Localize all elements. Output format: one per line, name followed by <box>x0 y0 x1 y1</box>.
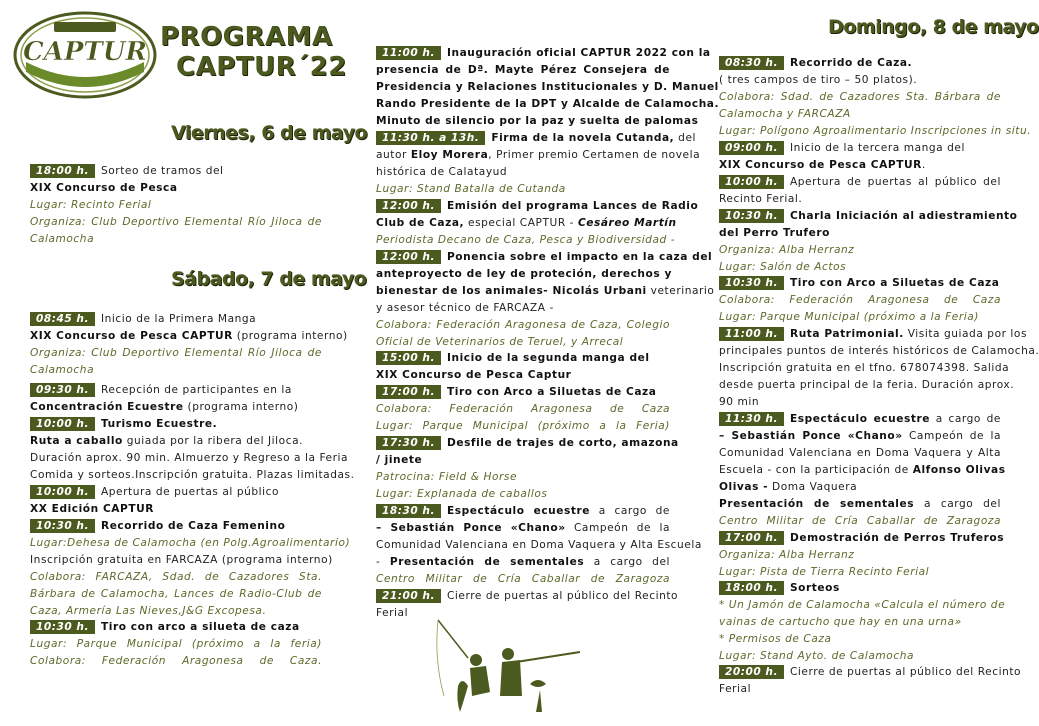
schedule-text: Club de Caza, <box>376 217 465 229</box>
schedule-text: * Un Jamón de Calamocha «Calcula el número de <box>719 599 1006 611</box>
schedule-line <box>719 124 1032 138</box>
schedule-text: Firma de la novela Cutanda, <box>491 132 675 144</box>
schedule-text: y asesor técnico de FARCAZA - <box>376 302 554 314</box>
schedule-line <box>376 368 670 382</box>
schedule-line <box>376 80 719 94</box>
schedule-line <box>376 233 676 247</box>
schedule-text: . <box>921 159 926 171</box>
schedule-line <box>30 363 322 377</box>
schedule-text: Lugar: Pista de Tierra Recinto Ferial <box>719 566 930 578</box>
time-badge: 11:30 h. <box>719 412 784 426</box>
schedule-text: - <box>376 556 390 568</box>
schedule-line <box>719 395 1001 409</box>
schedule-text: * Permisos de Caza <box>719 633 832 645</box>
schedule-text: vainas de cartucho que hay en una urna» <box>719 616 962 628</box>
time-badge: 08:30 h. <box>719 56 784 70</box>
schedule-text: anteproyecto de ley de proteción, derechos y <box>376 268 672 280</box>
schedule-text: Campeón de la <box>902 430 1001 442</box>
schedule-text: Calamocha <box>30 233 95 245</box>
schedule-line <box>376 385 670 399</box>
program-title <box>160 22 347 82</box>
schedule-line <box>30 232 322 246</box>
day-heading-saturday: Sábado, 7 de mayo <box>171 268 367 290</box>
schedule-line <box>376 63 670 77</box>
schedule-line <box>30 519 322 533</box>
schedule-text: 90 min <box>719 396 760 408</box>
schedule-text: Colabora: Federación Aragonesa de Caza. <box>30 655 322 667</box>
schedule-line <box>376 165 670 179</box>
schedule-line <box>719 107 1001 121</box>
schedule-text: Lugar:Dehesa de Calamocha (en Polg.Agroalimentario) <box>30 537 351 549</box>
schedule-text: Recinto Ferial. <box>719 193 803 205</box>
schedule-line <box>376 148 701 162</box>
schedule-line <box>376 538 702 552</box>
schedule-text: Ruta Patrimonial. <box>789 328 904 340</box>
schedule-line <box>376 284 715 298</box>
schedule-text: XIX Concurso de Pesca <box>30 182 178 194</box>
schedule-text: XIX Concurso de Pesca CAPTUR <box>719 159 922 171</box>
schedule-line <box>30 570 322 584</box>
schedule-line <box>30 215 322 229</box>
time-badge: 08:45 h. <box>30 312 95 326</box>
schedule-text: Tiro con arco a silueta de caza <box>100 621 300 633</box>
schedule-text: Caza, Armería Las Nieves,J&G Excopesa. <box>30 605 267 617</box>
schedule-line <box>719 293 1001 307</box>
schedule-line <box>30 604 322 618</box>
schedule-text: Calamocha y FARCAZA <box>719 108 851 120</box>
schedule-line <box>376 182 670 196</box>
schedule-text: Bárbara de Calamocha, Lances de Radio-Club de <box>30 588 322 600</box>
program-title-line2: CAPTUR´22 <box>176 52 347 82</box>
schedule-line <box>719 56 1001 70</box>
schedule-text: Visita guiada por los <box>903 328 1028 340</box>
schedule-line <box>719 276 1001 290</box>
schedule-line <box>376 216 677 230</box>
schedule-text: / jinete <box>376 454 423 466</box>
schedule-line <box>719 226 1001 240</box>
schedule-line <box>719 497 1001 511</box>
schedule-line <box>376 351 670 365</box>
schedule-text: Oficial de Veterinarios de Teruel, y Arrecal <box>376 336 624 348</box>
schedule-line <box>376 504 670 518</box>
schedule-text: Organiza: Alba Herranz <box>719 549 855 561</box>
schedule-text: Inicio de la segunda manga del <box>446 352 650 364</box>
schedule-line <box>30 553 333 567</box>
schedule-text: Rando Presidente de la DPT y Alcalde de Calamocha. <box>376 98 720 110</box>
schedule-line <box>376 46 711 60</box>
time-badge: 12:00 h. <box>376 199 441 213</box>
schedule-line <box>719 446 1001 460</box>
schedule-text: Cesáreo Martín <box>577 217 677 229</box>
schedule-line <box>376 436 679 450</box>
schedule-line <box>719 175 1001 189</box>
schedule-text: a cargo de <box>590 505 671 517</box>
schedule-text: Duración aprox. 90 min. Almuerzo y Regreso a la Feria <box>30 452 349 464</box>
schedule-line <box>719 73 1001 87</box>
time-badge: 10:00 h. <box>30 485 95 499</box>
schedule-line <box>719 344 1039 358</box>
schedule-line <box>719 412 1001 426</box>
schedule-line <box>30 417 322 431</box>
time-badge: 11:30 h. a 13h. <box>376 131 485 145</box>
schedule-text: Periodista Decano de Caza, Pesca y Biodiversidad - <box>376 234 676 246</box>
logo-brand: CAPTUR <box>22 37 148 67</box>
time-badge: 10:30 h. <box>719 276 784 290</box>
time-badge: 11:00 h. <box>376 46 441 60</box>
schedule-text: Inscripción gratuita en FARCAZA (programa interno) <box>30 554 333 566</box>
schedule-line <box>719 531 1005 545</box>
schedule-line <box>30 587 322 601</box>
hunter-fisher-illustration <box>430 600 590 720</box>
time-badge: 10:30 h. <box>719 209 784 223</box>
schedule-line <box>719 649 1001 663</box>
schedule-line <box>719 665 1022 679</box>
schedule-line <box>719 632 1001 646</box>
schedule-text: guiada por la ribera del Jiloca. <box>122 435 304 447</box>
schedule-text: Lugar: Polígono Agroalimentario Inscripciones in situ. <box>719 125 1032 137</box>
schedule-text: XX Edición CAPTUR <box>30 503 154 515</box>
schedule-text: Lugar: Recinto Ferial <box>30 199 152 211</box>
schedule-text: Escuela - con la participación de <box>719 464 913 476</box>
schedule-text: Lugar: Salón de Actos <box>719 261 847 273</box>
schedule-line <box>30 346 322 360</box>
schedule-text: desde puerta principal de la feria. Duración aprox. <box>719 379 1015 391</box>
time-badge: 18:00 h. <box>30 164 95 178</box>
time-badge: 18:00 h. <box>719 581 784 595</box>
schedule-text: Lugar: Stand Batalla de Cutanda <box>376 183 566 195</box>
schedule-text: Colabora: Sdad. de Cazadores Sta. Bárbara de <box>719 91 1001 103</box>
schedule-text: Ferial <box>376 607 409 619</box>
schedule-text: XIX Concurso de Pesca CAPTUR <box>30 330 233 342</box>
schedule-text: – Sebastián Ponce «Chano» <box>376 522 566 534</box>
schedule-line <box>719 598 1006 612</box>
time-badge: 11:00 h. <box>719 327 784 341</box>
schedule-line <box>719 615 1001 629</box>
schedule-text: Ponencia sobre el impacto en la caza del <box>446 251 713 263</box>
schedule-text: Sorteo de tramos del <box>100 165 224 177</box>
schedule-line <box>30 434 322 448</box>
schedule-text: Lugar: Parque Municipal (próximo a la Feria) <box>376 420 670 432</box>
schedule-text: Alfonso Olivas <box>912 464 1006 476</box>
schedule-line <box>719 260 1001 274</box>
schedule-line <box>376 555 670 569</box>
time-badge: 21:00 h. <box>376 589 441 603</box>
schedule-line <box>376 114 699 128</box>
schedule-line <box>30 181 322 195</box>
schedule-text: a cargo del <box>914 498 1001 510</box>
schedule-text: Recepción de participantes en la <box>100 384 292 396</box>
schedule-text: presencia de Dª. Mayte Pérez Consejera de <box>376 64 670 76</box>
schedule-line <box>376 318 670 332</box>
schedule-line <box>30 536 351 550</box>
schedule-line <box>719 480 1001 494</box>
schedule-line <box>30 383 322 397</box>
schedule-text: Cierre de puertas al público del Recinto <box>789 666 1022 678</box>
schedule-text: Recorrido de Caza. <box>789 57 913 69</box>
schedule-text: Organiza: Club Deportivo Elemental Río Jiloca de <box>30 216 322 228</box>
schedule-text: especial CAPTUR - <box>464 217 578 229</box>
schedule-text: Presentación de sementales <box>389 556 585 568</box>
schedule-line <box>376 335 670 349</box>
time-badge: 10:30 h. <box>30 519 95 533</box>
schedule-text: bienestar de los animales- Nicolás Urbani <box>376 285 647 297</box>
time-badge: 12:00 h. <box>376 250 441 264</box>
schedule-text: Colabora: Federación Aragonesa de Caza <box>376 403 670 415</box>
schedule-text: XIX Concurso de Pesca Captur <box>376 369 572 381</box>
schedule-text: (programa interno) <box>232 330 348 342</box>
schedule-line <box>30 654 322 668</box>
schedule-line <box>30 329 348 343</box>
schedule-line <box>719 548 1001 562</box>
captur-logo <box>12 10 158 104</box>
time-badge: 17:30 h. <box>376 436 441 450</box>
schedule-line <box>30 451 349 465</box>
time-badge: 17:00 h. <box>376 385 441 399</box>
schedule-text: Desfile de trajes de corto, amazona <box>446 437 679 449</box>
schedule-line <box>376 470 670 484</box>
schedule-text: Comunidad Valenciana en Doma Vaquera y Alta <box>719 447 1001 459</box>
schedule-text: Presidencia y Relaciones Institucionales y D. Manuel <box>376 81 719 93</box>
schedule-text: Cierre de puertas al público del Recinto <box>446 590 679 602</box>
schedule-line <box>30 164 322 178</box>
schedule-text: autor <box>376 149 411 161</box>
schedule-text: Espectáculo ecuestre <box>789 413 930 425</box>
schedule-text: Tiro con Arco a Siluetas de Caza <box>446 386 657 398</box>
schedule-line <box>719 141 1001 155</box>
program-title-line1: PROGRAMA <box>160 22 333 52</box>
schedule-line <box>30 485 322 499</box>
schedule-text: Inscripción gratuita en el tfno. 678074398. Salida <box>719 362 1010 374</box>
schedule-line <box>719 243 1001 257</box>
schedule-line <box>719 158 1001 172</box>
schedule-text: Apertura de puertas al público <box>100 486 280 498</box>
schedule-line <box>719 209 1018 223</box>
time-badge: 09:00 h. <box>719 141 784 155</box>
schedule-line <box>719 463 1006 477</box>
schedule-text: a cargo del <box>584 556 671 568</box>
schedule-text: Concentración Ecuestre <box>30 401 184 413</box>
schedule-text: Demostración de Perros Truferos <box>789 532 1005 544</box>
schedule-text: Comida y sorteos.Inscripción gratuita. Plazas limitadas. <box>30 469 355 481</box>
schedule-line <box>30 637 322 651</box>
time-badge: 10:00 h. <box>30 417 95 431</box>
day-heading-friday: Viernes, 6 de mayo <box>171 122 368 144</box>
schedule-line <box>30 502 322 516</box>
time-badge: 10:00 h. <box>719 175 784 189</box>
schedule-text: Inauguración oficial CAPTUR 2022 con la <box>446 47 711 59</box>
schedule-line <box>376 97 720 111</box>
schedule-line <box>30 198 322 212</box>
schedule-text: a cargo de <box>930 413 1002 425</box>
schedule-text: Centro Militar de Cría Caballar de Zaragoza <box>376 573 670 585</box>
time-badge: 09:30 h. <box>30 383 95 397</box>
schedule-text: Colabora: Federación Aragonesa de Caza <box>719 294 1001 306</box>
schedule-text: histórica de Calatayud <box>376 166 508 178</box>
schedule-line <box>376 419 670 433</box>
schedule-text: Comunidad Valenciana en Doma Vaquera y Alta Escuela <box>376 539 702 551</box>
schedule-text: Emisión del programa Lances de Radio <box>446 200 699 212</box>
time-badge: 20:00 h. <box>719 665 784 679</box>
time-badge: 10:30 h. <box>30 620 95 634</box>
schedule-text: Ruta a caballo <box>30 435 123 447</box>
schedule-text: Sorteos <box>789 582 840 594</box>
schedule-text: Presentación de sementales <box>719 498 915 510</box>
schedule-text: principales puntos de interés históricos de Calamocha. <box>719 345 1039 357</box>
schedule-line <box>376 199 699 213</box>
schedule-line <box>30 620 322 634</box>
schedule-line <box>30 312 322 326</box>
schedule-text: Doma Vaquera <box>768 481 858 493</box>
time-badge: 18:30 h. <box>376 504 441 518</box>
schedule-text: Organiza: Alba Herranz <box>719 244 855 256</box>
schedule-text: Recorrido de Caza Femenino <box>100 520 286 532</box>
schedule-text: Patrocina: Field & Horse <box>376 471 518 483</box>
schedule-text: veterinario <box>646 285 715 297</box>
schedule-line <box>719 682 1001 696</box>
schedule-text: – Sebastián Ponce «Chano» <box>719 430 903 442</box>
schedule-line <box>719 310 1001 324</box>
schedule-line <box>376 131 697 145</box>
schedule-line <box>719 90 1001 104</box>
schedule-line <box>376 487 670 501</box>
schedule-text: Tiro con Arco a Siluetas de Caza <box>789 277 1000 289</box>
schedule-line <box>719 581 1001 595</box>
schedule-text: Lugar: Parque Municipal (próximo a la Feria) <box>719 311 979 323</box>
schedule-line <box>30 468 355 482</box>
day-heading-sunday: Domingo, 8 de mayo <box>828 16 1039 38</box>
schedule-text: Espectáculo ecuestre <box>446 505 590 517</box>
schedule-text: Calamocha <box>30 364 95 376</box>
time-badge: 15:00 h. <box>376 351 441 365</box>
schedule-text: Ferial <box>719 683 752 695</box>
schedule-line <box>719 514 1001 528</box>
schedule-text: Lugar: Stand Ayto. de Calamocha <box>719 650 915 662</box>
schedule-text: del <box>674 132 697 144</box>
schedule-text: Organiza: Club Deportivo Elemental Río Jiloca de <box>30 347 322 359</box>
schedule-line <box>30 400 322 414</box>
schedule-text: Eloy Morera <box>410 149 489 161</box>
schedule-text: Colabora: Federación Aragonesa de Caza, Colegio <box>376 319 670 331</box>
schedule-line <box>376 572 670 586</box>
schedule-text: Lugar: Explanada de caballos <box>376 488 548 500</box>
schedule-line <box>719 429 1001 443</box>
schedule-line <box>719 192 1001 206</box>
schedule-text: del Perro Trufero <box>719 227 830 239</box>
schedule-line <box>719 361 1010 375</box>
schedule-line <box>719 327 1028 341</box>
schedule-text: Olivas - <box>719 481 769 493</box>
schedule-text: Inicio de la tercera manga del <box>789 142 965 154</box>
schedule-line <box>376 267 670 281</box>
schedule-line <box>719 378 1015 392</box>
schedule-line <box>376 521 670 535</box>
schedule-text: , Primer premio Certamen de novela <box>488 149 701 161</box>
schedule-text: ( tres campos de tiro – 50 platos). <box>719 74 918 86</box>
schedule-line <box>719 565 1001 579</box>
schedule-text: Charla Iniciación al adiestramiento <box>789 210 1018 222</box>
schedule-text: Inicio de la Primera Manga <box>100 313 257 325</box>
schedule-line <box>376 453 670 467</box>
schedule-text: Minuto de silencio por la paz y suelta de palomas <box>376 115 699 127</box>
schedule-text: Campeón de la <box>565 522 670 534</box>
schedule-text: Lugar: Parque Municipal (próximo a la feria) <box>30 638 322 650</box>
schedule-text: Turismo Ecuestre. <box>100 418 218 430</box>
schedule-line <box>376 250 713 264</box>
schedule-text: (programa interno) <box>183 401 299 413</box>
schedule-text: Apertura de puertas al público del <box>789 176 1001 188</box>
schedule-line <box>376 301 670 315</box>
schedule-line <box>376 402 670 416</box>
schedule-text: Colabora: FARCAZA, Sdad. de Cazadores Sta. <box>30 571 322 583</box>
schedule-text: Centro Militar de Cría Caballar de Zaragoza <box>719 515 1001 527</box>
time-badge: 17:00 h. <box>719 531 784 545</box>
